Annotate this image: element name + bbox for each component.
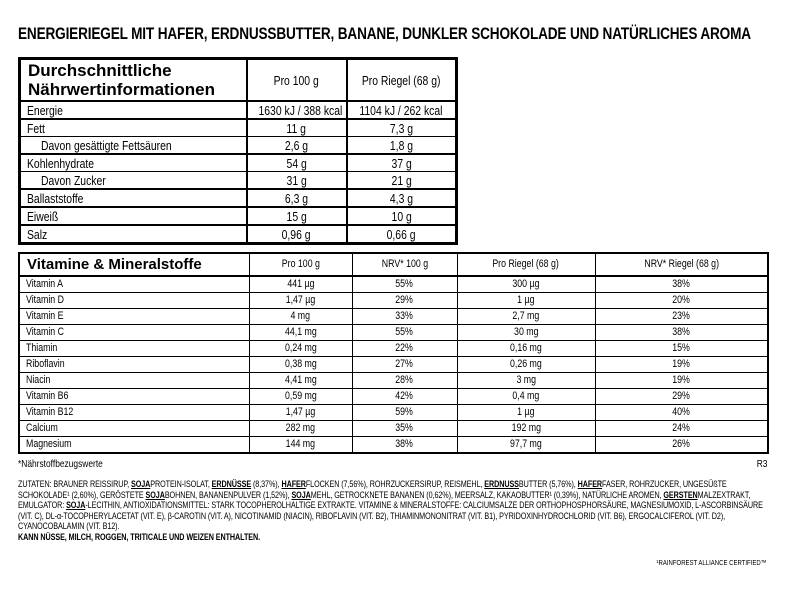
value-per-100g xyxy=(249,276,352,293)
nrv-per-riegel xyxy=(595,437,768,454)
nrv-per-100g-text: 27% xyxy=(395,358,414,370)
product-title xyxy=(18,24,767,44)
nrv-per-riegel-text: 19% xyxy=(672,358,691,370)
vitamin-row xyxy=(19,309,768,325)
vitamin-row xyxy=(19,405,768,421)
row-label-text: Davon gesättigte Fettsäuren xyxy=(41,137,172,153)
nrv-per-100g-text: 55% xyxy=(395,326,414,338)
nrv-per-100g xyxy=(352,309,457,325)
nrv-per-riegel xyxy=(595,357,768,373)
nutrition-row xyxy=(20,225,457,244)
row-label xyxy=(19,341,249,357)
value-per-100g-text: 1,47 µg xyxy=(285,406,316,418)
vitamin-row xyxy=(19,373,768,389)
value-per-riegel xyxy=(347,154,457,172)
value-per-100g-text: 54 g xyxy=(286,155,307,171)
nrv-per-100g xyxy=(352,276,457,293)
nrv-per-riegel-text: 38% xyxy=(672,326,691,338)
nutrition-row xyxy=(20,137,457,155)
ingredients-text xyxy=(18,479,763,531)
nrv-per-100g-text: 28% xyxy=(395,374,414,386)
value-per-riegel xyxy=(457,437,595,454)
value-per-100g xyxy=(247,189,347,207)
nrv-per-100g xyxy=(352,357,457,373)
value-per-riegel xyxy=(457,293,595,309)
value-per-riegel-text: 0,16 mg xyxy=(510,342,542,354)
footnote-row xyxy=(18,457,767,470)
nutrition-table-title xyxy=(20,59,247,102)
nutrition-row xyxy=(20,119,457,137)
row-label-text: Vitamin B12 xyxy=(26,406,74,418)
row-label-text: Riboflavin xyxy=(26,358,65,370)
value-per-riegel-text: 0,26 mg xyxy=(510,358,542,370)
value-per-riegel xyxy=(347,207,457,225)
row-label-text: Salz xyxy=(27,226,48,242)
nrv-per-riegel-text: 19% xyxy=(672,374,691,386)
row-label xyxy=(19,437,249,454)
nrv-per-100g-text: 22% xyxy=(395,342,414,354)
nrv-per-riegel-text: 23% xyxy=(672,310,691,322)
vitamin-row xyxy=(19,389,768,405)
value-per-100g xyxy=(249,357,352,373)
vitamins-table-header-row xyxy=(19,253,768,276)
row-label xyxy=(19,293,249,309)
column-header-per-riegel xyxy=(457,253,595,276)
row-label xyxy=(19,309,249,325)
row-label xyxy=(20,225,247,244)
value-per-riegel xyxy=(347,172,457,190)
nutrition-table xyxy=(18,57,458,245)
nrv-per-100g xyxy=(352,437,457,454)
nutrition-row xyxy=(20,154,457,172)
nrv-per-riegel-text: 24% xyxy=(672,422,691,434)
value-per-100g xyxy=(249,421,352,437)
ingredients-segment: BUTTER (5,76%), xyxy=(518,479,578,489)
row-label-text: Thiamin xyxy=(26,342,58,354)
value-per-riegel-text: 30 mg xyxy=(513,326,539,338)
row-label-text: Calcium xyxy=(26,422,58,434)
value-per-riegel-text: 4,3 g xyxy=(389,190,413,206)
value-per-100g xyxy=(247,154,347,172)
row-label xyxy=(19,373,249,389)
value-per-100g xyxy=(247,172,347,190)
nrv-per-riegel-text: 29% xyxy=(672,390,691,402)
value-per-100g xyxy=(249,325,352,341)
nrv-per-riegel-text: 38% xyxy=(672,278,691,290)
nrv-per-100g-text: 29% xyxy=(395,294,414,306)
row-label xyxy=(20,119,247,137)
value-per-100g-text: 15 g xyxy=(286,208,307,224)
nrv-per-100g-text: 38% xyxy=(395,438,414,450)
row-label xyxy=(20,154,247,172)
nrv-per-100g-text: 33% xyxy=(395,310,414,322)
value-per-riegel-text: 1 µg xyxy=(517,294,535,306)
nrv-per-riegel xyxy=(595,309,768,325)
row-label xyxy=(19,405,249,421)
value-per-riegel-text: 3 mg xyxy=(516,374,536,386)
allergen-term: HAFER xyxy=(281,479,306,489)
value-per-riegel-text: 21 g xyxy=(391,172,412,188)
row-label-text: Vitamin A xyxy=(26,278,64,290)
value-per-riegel xyxy=(347,101,457,119)
row-label xyxy=(20,137,247,155)
allergen-term: SOJA xyxy=(66,500,86,511)
vitamin-row xyxy=(19,421,768,437)
nutrition-row xyxy=(20,172,457,190)
nutrition-row xyxy=(20,207,457,225)
row-label-text: Niacin xyxy=(26,374,51,386)
value-per-100g xyxy=(249,437,352,454)
row-label xyxy=(19,357,249,373)
value-per-100g-text: 441 µg xyxy=(286,278,315,290)
value-per-100g-text: 0,24 mg xyxy=(284,342,317,354)
nrv-per-riegel-text: 40% xyxy=(672,406,691,418)
nrv-per-100g-text: 59% xyxy=(395,406,414,418)
nrv-per-100g xyxy=(352,341,457,357)
row-label xyxy=(20,101,247,119)
vitamins-table-title-text: Vitamine & Mineralstoffe xyxy=(27,256,202,273)
row-label xyxy=(20,172,247,190)
row-label-text: Vitamin B6 xyxy=(26,390,69,402)
value-per-100g xyxy=(249,373,352,389)
allergen-note: KANN NÜSSE, MILCH, ROGGEN, TRITICALE UND WEIZEN ENTHALTEN. xyxy=(18,531,261,542)
value-per-100g-text: 1630 kJ / 388 kcal xyxy=(257,102,342,118)
nrv-per-100g xyxy=(352,293,457,309)
value-per-100g-text: 44,1 mg xyxy=(284,326,317,338)
nrv-per-riegel xyxy=(595,341,768,357)
nrv-per-100g xyxy=(352,325,457,341)
ingredients-segment: ZUTATEN: BRAUNER REISSIRUP, xyxy=(18,479,131,489)
value-per-riegel-text: 2,7 mg xyxy=(512,310,540,322)
value-per-100g-text: 11 g xyxy=(286,120,307,136)
row-label-text: Kohlenhydrate xyxy=(27,155,95,171)
value-per-100g-text: 2,6 g xyxy=(284,137,309,153)
value-per-riegel-text: 1,8 g xyxy=(389,137,413,153)
value-per-riegel xyxy=(457,341,595,357)
value-per-riegel xyxy=(457,389,595,405)
vitamin-row xyxy=(19,357,768,373)
nrv-per-100g xyxy=(352,373,457,389)
ingredients-segment: MALZEXTRAKT, EMULGATOR: xyxy=(18,489,751,511)
allergen-term: ERDNÜSSE xyxy=(211,479,252,489)
value-per-100g xyxy=(249,341,352,357)
vitamin-row xyxy=(19,341,768,357)
allergen-term: GERSTEN xyxy=(663,489,698,500)
value-per-riegel-text: 0,4 mg xyxy=(512,390,540,402)
row-label xyxy=(19,389,249,405)
allergen-term: ERDNUSS xyxy=(484,479,519,489)
nrv-per-riegel xyxy=(595,276,768,293)
value-per-riegel-text: 192 mg xyxy=(511,422,541,434)
allergen-term: SOJA xyxy=(291,489,311,500)
value-per-100g xyxy=(247,207,347,225)
value-per-100g-text: 282 mg xyxy=(285,422,316,434)
ingredients-segment: PROTEIN-ISOLAT, xyxy=(150,479,212,489)
value-per-riegel xyxy=(457,276,595,293)
value-per-riegel-text: 10 g xyxy=(391,208,412,224)
value-per-riegel-text: 1 µg xyxy=(517,406,535,418)
value-per-100g-text: 0,38 mg xyxy=(284,358,317,370)
column-header-per-riegel-text: Pro Riegel (68 g) xyxy=(492,258,560,270)
nutrition-table-title-text: Durchschnittliche Nährwertinformationen xyxy=(28,61,216,99)
value-per-riegel xyxy=(457,325,595,341)
value-per-riegel-text: 0,66 g xyxy=(386,226,416,242)
row-label-text: Vitamin D xyxy=(26,294,64,306)
vitamin-row xyxy=(19,276,768,293)
row-label xyxy=(20,207,247,225)
nrv-per-100g xyxy=(352,421,457,437)
nrv-per-riegel xyxy=(595,421,768,437)
ingredients-segment: -LECITHIN, ANTIOXIDATIONSMITTEL: STARK TOCOPHEROLHALTIGE EXTRAKTE. VITAMINE & MINERALSTOFFE: CALCIUMSALZE DER ORTHOPHOSPHORSÄURE, MAGNESIUMOXID, L-ASCORBINSÄURE (VIT. C), DL-α-TOCOPHERYLACETAT (VIT. E), β-CAROTIN (VIT. A), NICOTINAMID (NIACIN), RIBOFLAVIN (VIT. B2), THIAMINMONONITRAT (VIT. B1), PYRIDOXINHYDROCHLORID (VIT. B6), ERGOCALCIFEROL (VIT. D2), CYANOCOBALAMIN (VIT. B12). xyxy=(18,500,763,532)
row-label-text: Ballaststoffe xyxy=(27,190,84,206)
nrv-footnote: *Nährstoffbezugswerte xyxy=(18,457,103,470)
value-per-riegel-text: 1104 kJ / 262 kcal xyxy=(359,102,443,118)
column-header-nrv-100g xyxy=(352,253,457,276)
value-per-riegel xyxy=(347,119,457,137)
row-label xyxy=(20,189,247,207)
allergen-term: SOJA xyxy=(130,479,151,489)
certification-note xyxy=(18,558,767,567)
nrv-per-riegel-text: 20% xyxy=(672,294,691,306)
nrv-per-riegel xyxy=(595,389,768,405)
value-per-riegel xyxy=(457,405,595,421)
value-per-riegel xyxy=(457,421,595,437)
row-label-text: Energie xyxy=(27,102,63,118)
vitamins-minerals-table xyxy=(18,252,769,454)
value-per-100g-text: 1,47 µg xyxy=(285,294,316,306)
nrv-per-riegel xyxy=(595,325,768,341)
nrv-per-100g-text: 42% xyxy=(395,390,414,402)
value-per-100g-text: 4 mg xyxy=(290,310,311,322)
vitamin-row xyxy=(19,325,768,341)
nrv-per-100g xyxy=(352,389,457,405)
value-per-riegel xyxy=(457,309,595,325)
row-label-text: Vitamin C xyxy=(26,326,64,338)
nrv-per-riegel xyxy=(595,405,768,421)
nrv-per-100g-text: 55% xyxy=(395,278,414,290)
value-per-riegel-text: 7,3 g xyxy=(389,120,413,136)
value-per-100g-text: 31 g xyxy=(286,172,307,188)
row-label xyxy=(19,325,249,341)
value-per-100g-text: 0,59 mg xyxy=(284,390,317,402)
ingredients-scaled-block xyxy=(18,479,767,543)
value-per-100g xyxy=(249,389,352,405)
revision-code: R3 xyxy=(756,457,767,470)
value-per-riegel-text: 37 g xyxy=(391,155,412,171)
ingredients-segment: BOHNEN, BANANENPULVER (1,52%), xyxy=(164,489,292,500)
row-label xyxy=(19,276,249,293)
nrv-per-riegel xyxy=(595,373,768,389)
value-per-100g-text: 0,96 g xyxy=(282,226,311,242)
column-header-per-riegel xyxy=(347,59,457,102)
value-per-100g xyxy=(247,119,347,137)
product-title-text: ENERGIERIEGEL MIT HAFER, ERDNUSSBUTTER, BANANE, DUNKLER SCHOKOLADE UND NATÜRLICHES AROMA xyxy=(18,24,751,43)
vitamin-row xyxy=(19,437,768,454)
row-label xyxy=(19,421,249,437)
value-per-100g xyxy=(249,293,352,309)
row-label-text: Magnesium xyxy=(26,438,72,450)
row-label-text: Vitamin E xyxy=(26,310,64,322)
nrv-per-riegel-text: 26% xyxy=(672,438,691,450)
column-header-per-100g xyxy=(247,59,347,102)
ingredients-section xyxy=(18,479,767,543)
allergen-term: HAFER xyxy=(577,479,603,489)
nutrition-row xyxy=(20,189,457,207)
column-header-per-riegel-text: Pro Riegel (68 g) xyxy=(361,72,441,88)
nutrition-table-header-row xyxy=(20,59,457,102)
value-per-100g xyxy=(249,309,352,325)
value-per-100g-text: 6,3 g xyxy=(284,190,309,206)
value-per-100g-text: 144 mg xyxy=(285,438,316,450)
nrv-per-100g-text: 35% xyxy=(395,422,414,434)
column-header-nrv-100g-text: NRV* 100 g xyxy=(381,258,428,270)
value-per-riegel-text: 300 µg xyxy=(512,278,540,290)
vitamins-table-title xyxy=(19,253,249,276)
nutrition-row xyxy=(20,101,457,119)
value-per-100g-text: 4,41 mg xyxy=(284,374,317,386)
row-label-text: Davon Zucker xyxy=(41,172,106,188)
vitamin-row xyxy=(19,293,768,309)
ingredients-segment: (8,37%), xyxy=(251,479,282,489)
ingredients-segment: FASER, ROHRZUCKER, UNGESÜßTE SCHOKOLADE¹ (2,60%), GERÖSTETE xyxy=(18,479,727,500)
column-header-nrv-riegel xyxy=(595,253,768,276)
value-per-riegel xyxy=(347,137,457,155)
nrv-per-riegel xyxy=(595,293,768,309)
nutrition-label-page xyxy=(0,24,785,567)
value-per-riegel xyxy=(347,189,457,207)
ingredients-segment: FLOCKEN (7,56%), ROHRZUCKERSIRUP, REISMEHL, xyxy=(305,479,485,489)
value-per-riegel xyxy=(457,357,595,373)
allergen-term: SOJA xyxy=(145,489,165,500)
value-per-riegel-text: 97,7 mg xyxy=(510,438,542,450)
column-header-per-100g xyxy=(249,253,352,276)
nrv-per-100g xyxy=(352,405,457,421)
column-header-per-100g-text: Pro 100 g xyxy=(281,258,320,270)
value-per-100g xyxy=(247,225,347,244)
value-per-100g xyxy=(247,137,347,155)
value-per-100g xyxy=(247,101,347,119)
value-per-riegel xyxy=(347,225,457,244)
column-header-per-100g-text: Pro 100 g xyxy=(273,72,320,88)
row-label-text: Fett xyxy=(27,120,45,136)
value-per-riegel xyxy=(457,373,595,389)
nrv-per-riegel-text: 15% xyxy=(672,342,691,354)
row-label-text: Eiweiß xyxy=(27,208,59,224)
certification-note-text: ¹RAINFOREST ALLIANCE CERTIFIED™ xyxy=(656,557,767,567)
value-per-100g xyxy=(249,405,352,421)
column-header-nrv-riegel-text: NRV* Riegel (68 g) xyxy=(643,258,719,270)
ingredients-segment: MEHL, GETROCKNETE BANANEN (0,62%), MEERSALZ, KAKAOBUTTER¹ (0,39%), NATÜRLICHE AROMEN, xyxy=(310,489,664,500)
